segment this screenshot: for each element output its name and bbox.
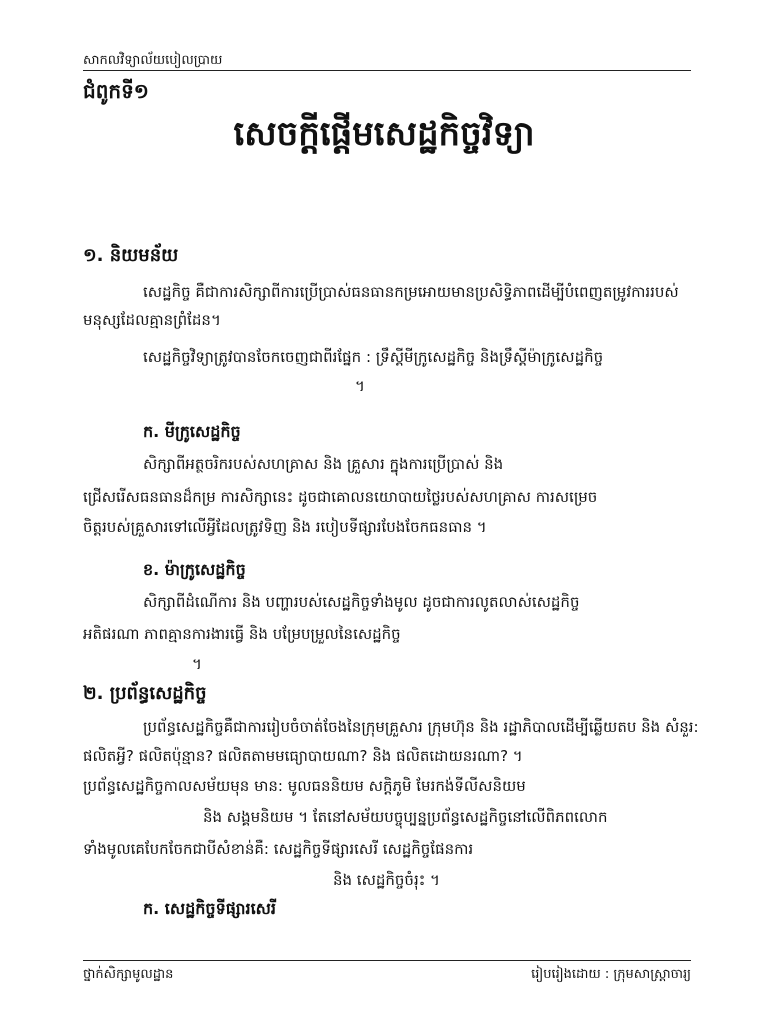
paragraph-line: និង សង្គមនិយម ។ តែនៅសម័យបច្ចុប្បន្នប្រព័ន្ធសេដ្ឋកិច្ចនៅលើពិភពលោក [203,808,608,826]
running-header: សាកលវិទ្យាល័យបៀលប្រាយ [83,53,223,68]
paragraph-line: សេដ្ឋកិច្ចវិទ្យាត្រូវបានចែកចេញជាពីរផ្នែក : ទ្រឹស្តីមីក្រូសេដ្ឋកិច្ច និងទ្រឹស្តីម៉ាក្រូសេដ្ឋកិច្ច [143,348,604,366]
paragraph-line: សេដ្ឋកិច្ច គឺជាការសិក្សាពីការប្រើប្រាស់ធនធានកម្រអោយមានប្រសិទ្ធិភាពដើម្បីបំពេញតម្រូវការរបស់ [143,283,679,301]
paragraph-line: ជ្រើសរើសធនធានដ៏កម្រ ការសិក្សានេះ ដូចជាគោលនយោបាយថ្លៃរបស់សហគ្រាស ការសម្រេច [83,488,598,506]
subsection-b-heading: ខ. ម៉ាក្រូសេដ្ឋកិច្ច [143,560,246,579]
subsection-2a-heading: ក. សេដ្ឋកិច្ចទីផ្សារសេរី [143,899,276,918]
footer-right: រៀបរៀងដោយ : ក្រុមសាស្ត្រាចារ្យ [531,967,691,982]
chapter-label: ជំពូកទី១ [83,79,149,103]
paragraph-line: ចិត្តរបស់គ្រួសារទៅលើអ្វីដែលត្រូវទិញ និង របៀបទីផ្សារបែងចែកធនធាន ។ [83,518,487,536]
paragraph-line: ។ [192,655,202,673]
section-2-heading: ២. ប្រព័ន្ធសេដ្ឋកិច្ច [83,683,207,704]
paragraph-line: សិក្សាពីដំណើការ និង បញ្ហារបស់សេដ្ឋកិច្ចទាំងមូល ដូចជាការលូតលាស់សេដ្ឋកិច្ច [143,593,580,611]
paragraph-line: ប្រព័ន្ធសេដ្ឋកិច្ចគឺជាការរៀបចំចាត់ចែងនៃក្រុមគ្រួសារ ក្រុមហ៊ុន និង រដ្ឋាភិបាលដើម្បីឆ្លើយតប និង សំនួរ: [143,718,699,736]
footer-left: ថ្នាក់សិក្សាមូលដ្ឋាន [83,967,174,982]
header-rule [83,70,691,71]
paragraph-line: ទាំងមូលគេបែកចែកជាបីសំខាន់គឺ: សេដ្ឋកិច្ចទីផ្សារសេរី សេដ្ឋកិច្ចផែនការ [83,840,474,858]
paragraph-line: មនុស្សដែលគ្មានព្រំដែន។ [83,311,221,329]
paragraph-line: ផលិតអ្វី? ផលិតប៉ុន្មាន? ផលិតតាមមធ្យោបាយណា? និង ផលិតដោយនរណា? ។ [83,747,523,765]
paragraph-line: និង សេដ្ឋកិច្ចចំរុះ ។ [333,871,440,889]
paragraph-line: សិក្សាពីអត្ថចរិករបស់សហគ្រាស និង គ្រួសារ ក្នុងការប្រើប្រាស់ និង [143,455,504,473]
footer-rule [83,960,691,961]
paragraph-line: ប្រព័ន្ធសេដ្ឋកិច្ចកាលសម័យមុន មាន: មូលធននិយម សក្តិភូមិ មែរកង់ទីលីសនិយម [83,777,526,795]
page-title: សេចក្តីផ្តើមសេដ្ឋកិច្ចវិទ្យា [233,114,535,154]
section-1-heading: ១. និយមន័យ [83,245,179,266]
subsection-a-heading: ក. មីក្រូសេដ្ឋកិច្ច [143,422,241,441]
paragraph-line: អតិផរណា ភាពគ្មានការងារធ្វើ និង បម្រែបម្រួលនៃសេដ្ឋកិច្ច [83,625,401,643]
paragraph-line: ។ [355,377,365,395]
